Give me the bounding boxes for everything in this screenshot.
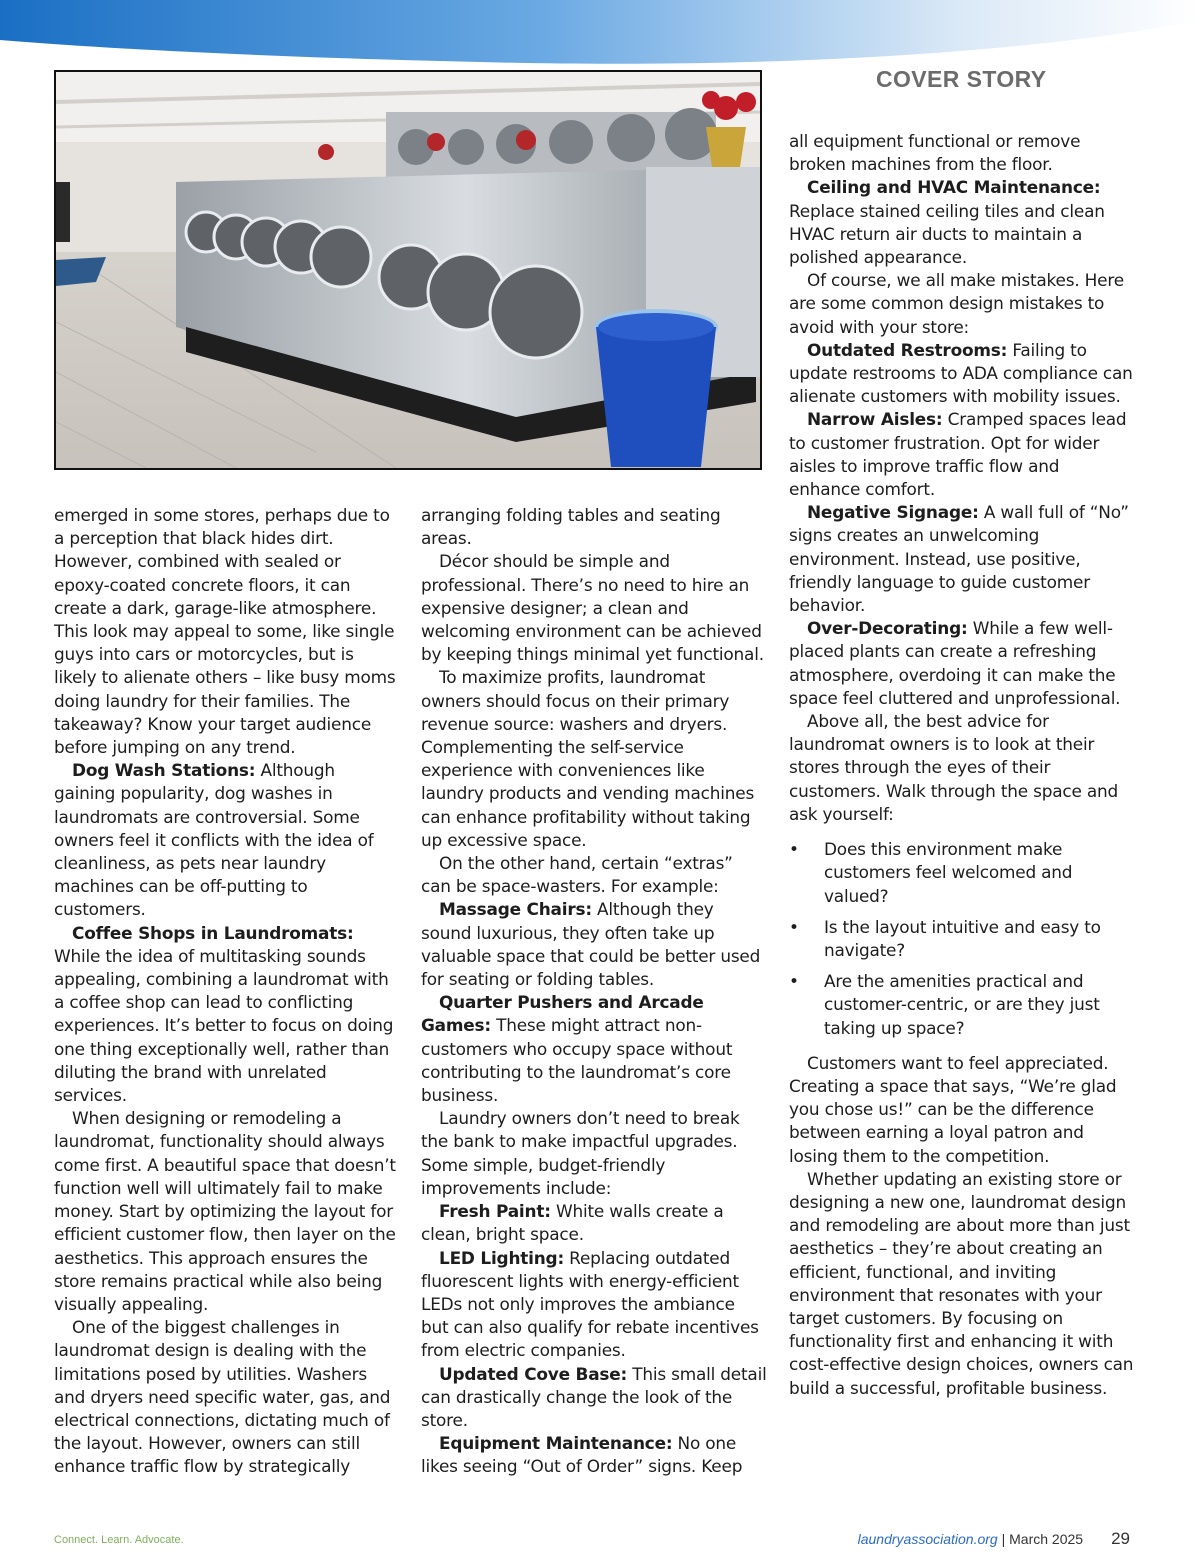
paragraph: On the other hand, certain “extras” can be space-wasters. For example: <box>421 853 733 897</box>
paragraph-coffee-shops: Coffee Shops in Laundromats: While the idea of multitasking sounds appealing, combining a laundromat with a coffee shop can lead to conflicting experiences. It’s better to focus on doing one thing exceptionally well, rather than diluting the brand with unrelated services. <box>54 922 394 1106</box>
paragraph: Laundry owners don’t need to break the bank to make impactful upgrades. Some simple, budget-friendly improvements include: <box>421 1108 740 1198</box>
paragraph-dog-wash: Dog Wash Stations: Although gaining popularity, dog washes in laundromats are controversial. Some owners feel it conflicts with the idea of cleanliness, as pets near laundry machines can be off-putting to customers. <box>54 760 374 920</box>
paragraph: To maximize profits, laundromat owners should focus on their primary revenue source: washers and dryers. Complementing the self-service experience with conveniences like laundry products and vending machines can enhance profitability without taking up excessive space. <box>421 667 755 850</box>
subhead: Massage Chairs: <box>439 899 592 920</box>
subhead: Dog Wash Stations: <box>72 760 256 781</box>
paragraph-negative-signage: Negative Signage: A wall full of “No” signs creates an unwelcoming environment. Instead, use positive, friendly language to guide customer behavior. <box>789 502 1129 616</box>
subhead: Updated Cove Base: <box>439 1363 628 1384</box>
laundromat-photo <box>54 70 762 470</box>
section-label: COVER STORY <box>876 66 1047 92</box>
page-number: 29 <box>1111 1529 1130 1548</box>
paragraph-narrow-aisles: Narrow Aisles: Cramped spaces lead to customer frustration. Opt for wider aisles to improve traffic flow and enhance comfort. <box>789 409 1127 500</box>
subhead: Over-Decorating: <box>807 618 968 639</box>
footer-website-link[interactable]: laundryassociation.org <box>857 1531 998 1547</box>
subhead: Outdated Restrooms: <box>807 339 1008 360</box>
footer-date: March 2025 <box>1009 1531 1084 1547</box>
bullet-icon: • <box>789 839 799 860</box>
text-column-2 <box>421 504 767 1479</box>
paragraph-over-decorating: Over-Decorating: While a few well-placed plants can create a refreshing atmosphere, overdoing it can make the space feel cluttered and unprofessional. <box>789 618 1121 708</box>
subhead: Narrow Aisles: <box>807 409 943 430</box>
paragraph: Customers want to feel appreciated. Creating a space that says, “We’re glad you chose us!” can be the difference between earning a loyal patron and losing them to the competition. <box>789 1052 1117 1166</box>
paragraph: all equipment functional or remove broken machines from the floor. <box>789 131 1081 175</box>
list-item: • Are the amenities practical and customer-centric, or are they just taking up space? <box>789 971 1100 1038</box>
subhead: Coffee Shops in Laundromats: <box>72 922 354 943</box>
bullet-icon: • <box>789 971 799 992</box>
text-column-1 <box>54 504 400 1479</box>
footer-separator: | <box>997 1531 1010 1547</box>
paragraph: When designing or remodeling a laundromat, functionality should always come first. A beautiful space that doesn’t function well will ultimately fail to make money. Start by optimizing the layout for efficient customer flow, then layer on the aesthetics. This approach ensures the store remains practical while also being visually appealing. <box>54 1108 396 1314</box>
subhead: Equipment Maintenance: <box>439 1433 673 1454</box>
paragraph: Of course, we all make mistakes. Here are some common design mistakes to avoid with your store: <box>789 270 1124 337</box>
subhead: Negative Signage: <box>807 502 979 523</box>
paragraph: Décor should be simple and professional. There’s no need to hire an expensive designer; a clean and welcoming environment can be achieved by keeping things minimal yet functional. <box>421 551 764 665</box>
list-item: • Does this environment make customers feel welcomed and valued? <box>789 839 1073 906</box>
paragraph-ceiling-hvac: Ceiling and HVAC Maintenance: Replace stained ceiling tiles and clean HVAC return air ducts to maintain a polished appearance. <box>789 177 1105 268</box>
subhead: Fresh Paint: <box>439 1201 551 1222</box>
paragraph-massage-chairs: Massage Chairs: Although they sound luxurious, they often take up valuable space that could be better used for seating or folding tables. <box>421 899 761 990</box>
paragraph: emerged in some stores, perhaps due to a perception that black hides dirt. However, combined with sealed or epoxy-coated concrete floors, it can create a dark, garage-like atmosphere. This look may appeal to some, like single guys into cars or motorcycles, but is likely to alienate others – like busy moms doing laundry for their families. The takeaway? Know your target audience before jumping on any trend. <box>54 505 396 758</box>
paragraph-fresh-paint: Fresh Paint: White walls create a clean, bright space. <box>421 1201 724 1245</box>
paragraph: arranging folding tables and seating areas. <box>421 505 721 549</box>
subhead: Ceiling and HVAC Maintenance: <box>807 177 1101 198</box>
paragraph-led-lighting: LED Lighting: Replacing outdated fluorescent lights with energy-efficient LEDs not only improves the ambiance but can also qualify for rebate incentives from electric companies. <box>421 1247 759 1361</box>
paragraph-cove-base: Updated Cove Base: This small detail can drastically change the look of the store. <box>421 1363 767 1430</box>
subhead: Quarter Pushers and Arcade Games: <box>421 992 704 1036</box>
footer-tagline: Connect. Learn. Advocate. <box>54 1534 184 1546</box>
paragraph: Whether updating an existing store or designing a new one, laundromat design and remodeling are about more than just aesthetics – they’re about creating an efficient, functional, and inviting environment that resonates with your target customers. By focusing on functionality first and enhancing it with cost-effective design choices, owners can build a successful, profitable business. <box>789 1168 1134 1398</box>
subhead: LED Lighting: <box>439 1247 565 1268</box>
footer-info <box>858 1529 1130 1549</box>
bullet-icon: • <box>789 916 799 937</box>
paragraph-restrooms: Outdated Restrooms: Failing to update restrooms to ADA compliance can alienate customers with mobility issues. <box>789 339 1133 407</box>
text-column-3 <box>789 130 1135 1400</box>
list-item: • Is the layout intuitive and easy to navigate? <box>789 916 1101 960</box>
paragraph: One of the biggest challenges in laundromat design is dealing with the limitations posed by utilities. Washers and dryers need specific water, gas, and electrical connections, dictating much of the layout. However, owners can still enhance traffic flow by strategically <box>54 1317 391 1477</box>
bullet-list <box>789 838 1135 1040</box>
paragraph-quarter-pushers: Quarter Pushers and Arcade Games: These might attract non-customers who occupy space without contributing to the laundromat’s core business. <box>421 992 733 1106</box>
paragraph: Above all, the best advice for laundromat owners is to look at their stores through the eyes of their customers. Walk through the space and ask yourself: <box>789 711 1119 824</box>
paragraph-equipment-maintenance: Equipment Maintenance: No one likes seeing “Out of Order” signs. Keep <box>421 1433 743 1477</box>
